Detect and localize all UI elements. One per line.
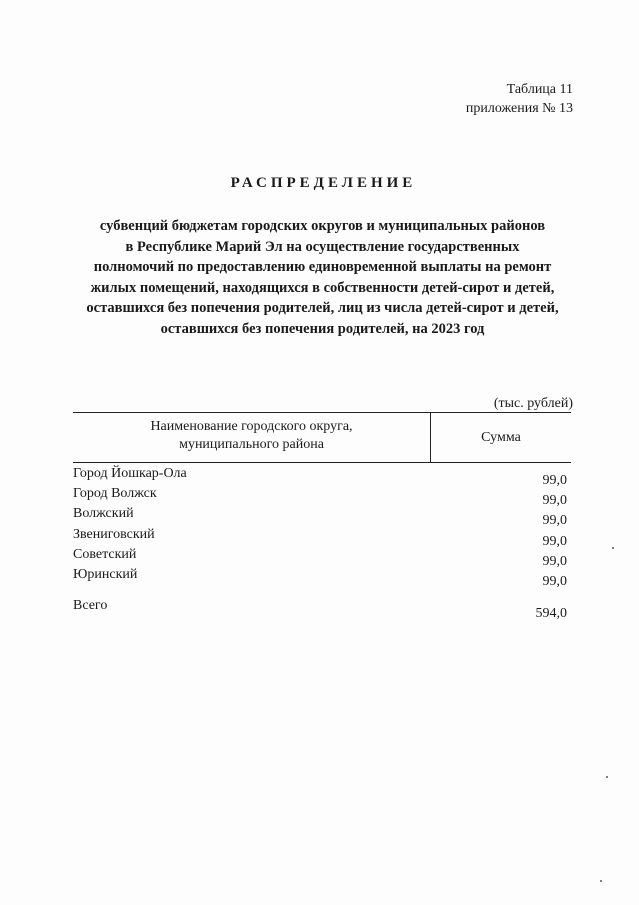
row-value: 99,0 [542, 573, 567, 589]
table-row [73, 486, 567, 509]
table-row [73, 547, 567, 567]
row-name: Волжский [73, 506, 134, 522]
row-value: 99,0 [542, 493, 567, 509]
column-header-name-line: Наименование городского округа, [150, 419, 353, 434]
row-value: 99,0 [542, 513, 567, 529]
table-total-row [73, 598, 567, 620]
total-label: Всего [73, 598, 108, 613]
document-subtitle [70, 216, 575, 339]
table-body [73, 466, 567, 587]
row-name: Город Волжск [73, 486, 157, 502]
row-value: 99,0 [542, 533, 567, 549]
scan-speck [612, 547, 614, 549]
column-header-sum: Сумма [481, 430, 521, 445]
subtitle-line: оставшихся без попечения родителей, на 2023 год [160, 320, 485, 337]
table-row [73, 527, 567, 547]
subtitle-line: в Республике Марий Эл на осуществление государственных [125, 238, 520, 255]
subtitle-line: полномочий по предоставлению единовременной выплаты на ремонт [93, 259, 552, 275]
row-value: 99,0 [542, 473, 567, 488]
row-value: 99,0 [542, 553, 567, 569]
row-name: Советский [73, 546, 137, 562]
table-header [73, 412, 571, 463]
row-name: Звениговский [73, 526, 155, 542]
units-label: (тыс. рублей) [493, 396, 573, 411]
scan-speck [600, 880, 602, 882]
table-number-label: Таблица 11 [506, 82, 573, 97]
column-header-name-line: муниципального района [179, 437, 324, 452]
scan-speck [606, 776, 608, 778]
subtitle-line: субвенций бюджетам городских округов и муниципальных районов [99, 218, 546, 234]
row-name: Город Йошкар-Ола [73, 466, 187, 481]
subtitle-line: жилых помещений, находящихся в собственности детей-сирот и детей, [90, 279, 555, 296]
total-value: 594,0 [535, 606, 567, 621]
table-row [73, 567, 567, 587]
document-title: РАСПРЕДЕЛЕНИЕ [230, 175, 417, 191]
table-row [73, 506, 567, 529]
column-header-name [73, 413, 431, 462]
table-row [73, 466, 567, 486]
table-reference [466, 80, 573, 118]
row-name: Юринский [73, 566, 138, 582]
subtitle-line: оставшихся без попечения родителей, лиц из числа детей-сирот и детей, [86, 300, 559, 316]
appendix-label: приложения № 13 [465, 101, 573, 116]
